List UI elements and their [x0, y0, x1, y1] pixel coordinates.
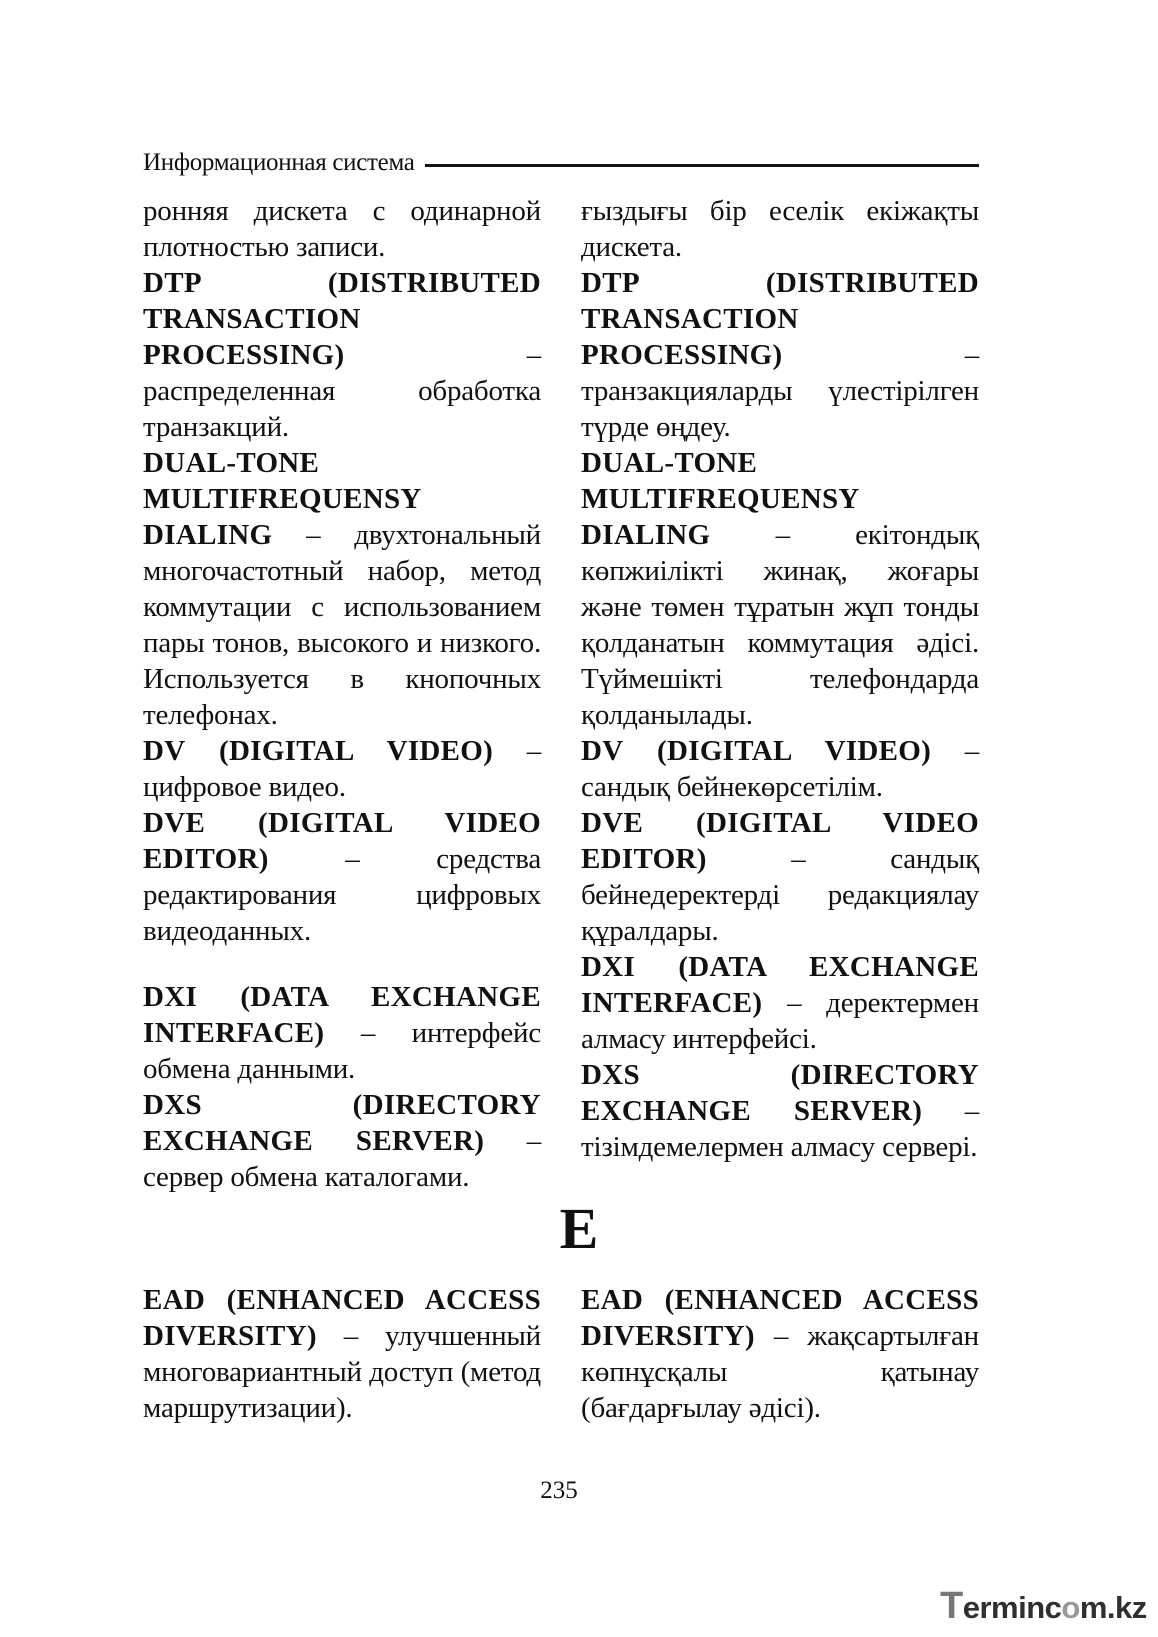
right-entry-dv — [581, 733, 979, 805]
right-entry-dxs — [581, 1057, 979, 1165]
right-entry-continued: ғыздығы бір еселік екіжақты дискета. — [581, 195, 979, 263]
entry-definition: – цифровое видео. — [143, 735, 541, 803]
entry-definition: – средства редактирования цифровых видеоданных. — [143, 843, 541, 947]
entry-definition: – жақсартылған көпнұсқалы қатынау (бағдарғылау әдісі). — [581, 1320, 979, 1424]
left-entry-ead — [143, 1282, 541, 1426]
entry-definition: – интерфейс обмена данными. — [143, 1017, 541, 1085]
entry-term: DV (DIGITAL VIDEO) — [581, 735, 932, 767]
entry-definition: – сервер обмена каталогами. — [143, 1125, 541, 1193]
right-entry-ead — [581, 1282, 979, 1426]
entry-term: DTP (DISTRIBUTED TRANSACTION PROCESSING) — [581, 267, 979, 371]
right-entry-dxi — [581, 949, 979, 1057]
left-entry-dxs — [143, 1087, 541, 1195]
entry-definition: – сандық бейнедеректерді редакциялау құралдары. — [581, 843, 979, 947]
right-column-e — [581, 1282, 979, 1426]
left-entry-dxi — [143, 979, 541, 1087]
left-entry-continued: ронняя дискета с одинарной плотностью записи. — [143, 195, 541, 263]
entry-term: DUAL-TONE MULTIFREQUENSY DIALING — [581, 447, 860, 551]
right-entry-dual-tone — [581, 445, 979, 733]
running-header — [143, 148, 979, 178]
entry-term: DTP (DISTRIBUTED TRANSACTION PROCESSING) — [143, 267, 541, 371]
entry-term: DUAL-TONE MULTIFREQUENSY DIALING — [143, 447, 422, 551]
right-entry-dve — [581, 805, 979, 949]
entry-definition: – распределенная обработка транзакций. — [143, 339, 541, 443]
header-rule — [425, 164, 979, 167]
left-entry-dtp — [143, 265, 541, 445]
entry-definition: – транзакцияларды үлестірілген түрде өңдеу. — [581, 339, 979, 443]
page-number: 235 — [540, 1477, 578, 1504]
right-column — [581, 193, 979, 1165]
entry-term: DV (DIGITAL VIDEO) — [143, 735, 494, 767]
termincom-watermark-logo: Termincom.kz — [940, 1585, 1147, 1627]
entry-term: DVE (DIGITAL VIDEO EDITOR) — [143, 807, 541, 875]
left-entry-dual-tone — [143, 445, 541, 733]
entry-definition: – двухтональный многочастотный набор, метод коммутации с использованием пары тонов, высокого и низкого. Используется в кнопочных телефонах. — [143, 519, 541, 731]
running-header-title: Информационная система — [143, 149, 415, 176]
entry-term: EAD (ENHANCED ACCESS DIVERSITY) — [581, 1284, 979, 1352]
left-column-e — [143, 1282, 541, 1426]
section-letter: E — [559, 1196, 599, 1261]
left-entry-dv — [143, 733, 541, 805]
left-entry-dve — [143, 805, 541, 949]
left-column — [143, 193, 541, 1195]
entry-term: EAD (ENHANCED ACCESS DIVERSITY) — [143, 1284, 541, 1352]
entry-definition: – екітондық көпжиілікті жинақ, жоғары және төмен тұратын жұп тонды қолданатын коммутация әдісі. Түймешікті телефондарда қолданылады. — [581, 519, 979, 731]
entry-term: DXI (DATA EXCHANGE INTERFACE) — [143, 981, 541, 1049]
entry-term: DXS (DIRECTORY EXCHANGE SERVER) — [143, 1089, 541, 1157]
entry-definition: – улучшенный многовариантный доступ (метод маршрутизации). — [143, 1320, 541, 1424]
entry-definition: – тізімдемелермен алмасу сервері. — [581, 1095, 979, 1163]
right-entry-dtp — [581, 265, 979, 445]
entry-term: DXS (DIRECTORY EXCHANGE SERVER) — [581, 1059, 979, 1127]
entry-term: DXI (DATA EXCHANGE INTERFACE) — [581, 951, 979, 1019]
entry-definition: – деректермен алмасу интерфейсі. — [581, 987, 979, 1055]
entry-definition: – сандық бейнекөрсетілім. — [581, 735, 979, 803]
entry-term: DVE (DIGITAL VIDEO EDITOR) — [581, 807, 979, 875]
